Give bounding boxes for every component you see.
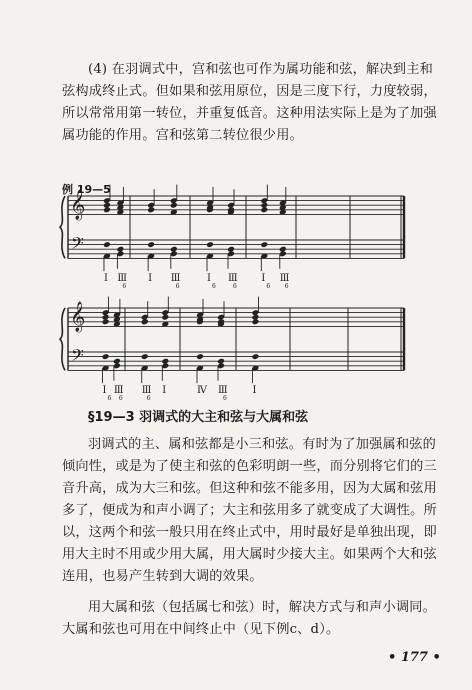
brace: [60, 196, 65, 258]
notehead: [147, 241, 155, 248]
harmony-numeral-subscript: 6: [212, 283, 216, 290]
text-line: 弦构成终止式。但如果和弦用原位，因是三度下行，力度较弱，: [62, 84, 437, 99]
page-number: • 177 •: [388, 650, 441, 665]
paragraph-resolution: [62, 597, 438, 641]
paragraph-major-tonic-dominant: [62, 434, 438, 588]
bass-clef: 𝄢: [71, 233, 84, 257]
notehead: [252, 353, 260, 360]
text-line: 多了，便成为和声小调了；大主和弦用多了就变成了大调性。所: [62, 503, 437, 518]
harmony-numeral: Ⅲ: [218, 385, 228, 396]
notehead: [141, 318, 149, 325]
treble-clef: 𝄞: [70, 190, 86, 220]
text-line: 羽调式的主、属和弦都是小三和弦。有时为了加强属和弦的: [88, 437, 437, 452]
text-line: 属功能的作用。宫和弦第二转位很少用。: [62, 128, 303, 143]
harmony-numeral: Ⅲ: [113, 385, 124, 396]
brace: [60, 308, 65, 370]
notehead: [147, 206, 155, 213]
harmony-numeral: I: [207, 273, 211, 284]
harmony-numeral-subscript: 6: [122, 283, 127, 290]
example-label: 例 19—5: [62, 183, 111, 196]
text-line: (4) 在羽调式中，宫和弦也可作为属功能和弦，解决到主和: [88, 62, 433, 77]
treble-clef: 𝄞: [70, 302, 86, 332]
harmony-numeral: I: [252, 385, 257, 396]
harmony-numeral-subscript: 6: [223, 395, 227, 402]
text-line: 音升高，成为大三和弦。但这种和弦不能多用，因为大属和弦用: [62, 481, 437, 496]
harmony-numeral: Ⅲ: [141, 385, 152, 396]
harmony-numeral-subscript: 6: [284, 283, 289, 290]
notehead: [102, 318, 110, 325]
notehead: [102, 353, 110, 360]
text-line: 所以常常用第一转位，并重复低音。这种用法实际上是为了加强: [62, 106, 437, 121]
section-heading: §19—3 羽调式的大主和弦与大属和弦: [88, 410, 309, 425]
text-line: 大属和弦也可用在中间终止中（见下例c、d）。: [62, 622, 340, 637]
harmony-numeral-subscript: 6: [175, 283, 180, 290]
harmony-numeral: Ⅳ: [197, 385, 207, 396]
notehead: [161, 314, 169, 321]
notehead: [196, 353, 204, 360]
harmony-numeral-subscript: 6: [118, 395, 123, 402]
notehead: [103, 206, 111, 213]
notehead: [260, 241, 268, 248]
harmony-numeral: Ⅲ: [279, 273, 290, 284]
harmony-numeral: Ⅲ: [170, 273, 181, 284]
harmony-numeral: I: [102, 385, 107, 396]
notehead: [141, 353, 149, 360]
harmony-numeral: I: [162, 385, 167, 396]
harmony-numeral: I: [103, 273, 108, 284]
harmony-numeral: I: [148, 273, 153, 284]
harmony-numeral: Ⅲ: [117, 273, 128, 284]
notehead: [103, 241, 111, 248]
harmony-numeral: I: [261, 273, 266, 284]
notehead: [206, 241, 214, 248]
harmony-numeral: Ⅲ: [228, 273, 238, 284]
harmony-numeral-subscript: 6: [107, 395, 112, 402]
harmony-numeral-subscript: 6: [266, 283, 271, 290]
notehead: [260, 206, 268, 213]
text-line: 倾向性，或是为了使主和弦的色彩明朗一些，而分别将它们的三: [62, 459, 437, 474]
text-line: 连用，也易产生转到大调的效果。: [62, 569, 263, 584]
harmony-numeral-subscript: 6: [146, 395, 151, 402]
notehead: [170, 202, 178, 209]
harmony-numeral-subscript: 6: [233, 283, 237, 290]
text-line: 以，这两个和弦一般只用在终止式中，用时最好是单独出现，即: [62, 525, 437, 540]
notehead: [252, 318, 260, 325]
bass-clef: 𝄢: [71, 345, 84, 369]
text-line: 用大属和弦（包括属七和弦）时，解决方式与和声小调同。: [88, 600, 437, 615]
text-line: 用大主时不用或少用大属，用大属时少接大主。如果两个大和弦: [62, 547, 437, 562]
